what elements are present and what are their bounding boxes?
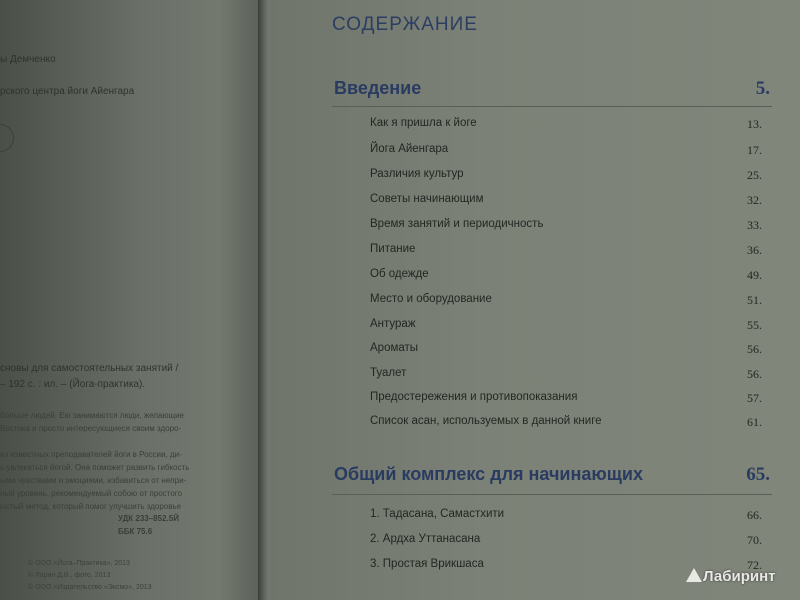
- entry-title: Ароматы: [370, 342, 419, 354]
- entry-title: Питание: [370, 243, 416, 255]
- entry-title: 2. Ардха Уттанасана: [370, 533, 481, 545]
- toc-entry: [370, 193, 762, 211]
- entry-title: Список асан, используемых в данной книге: [370, 415, 602, 427]
- body-line: ный уровень, рекомендуемый собою от простого: [0, 489, 182, 498]
- entry-title: Антураж: [370, 318, 416, 330]
- entry-page: 70.: [747, 533, 762, 547]
- toc-entry: [370, 218, 762, 236]
- body-line: ыми чувствами и эмоциями, избавиться от непри-: [0, 476, 187, 485]
- right-page: [270, 0, 800, 600]
- entry-page: 32.: [747, 193, 762, 207]
- entry-page: 25.: [747, 168, 762, 182]
- left-page: [0, 0, 258, 600]
- entry-title: Об одежде: [370, 268, 429, 280]
- bbk-code: ББК 75.6: [118, 527, 153, 536]
- body-line: ь увлекаться йогой. Она поможет развить гибкость: [0, 463, 190, 472]
- toc-section-general-complex: [334, 464, 770, 488]
- section-title: Введение: [334, 78, 422, 98]
- toc-title: СОДЕРЖАНИЕ: [332, 14, 478, 35]
- entry-title: Время занятий и периодичность: [370, 218, 544, 230]
- entry-page: 61.: [747, 415, 762, 429]
- entry-page: 56.: [747, 342, 762, 356]
- toc-entry: [370, 508, 762, 526]
- body-line: Востока и просто интересующиеся своим здоро-: [0, 424, 182, 433]
- section-page-number: 65.: [746, 464, 770, 485]
- toc-entry: [370, 415, 762, 433]
- description-line-1: сновы для самостоятельных занятий /: [0, 363, 179, 374]
- entry-title: Место и оборудование: [370, 293, 492, 305]
- entry-page: 17.: [747, 143, 762, 157]
- toc-entry: [370, 268, 762, 286]
- toc-entry: [370, 367, 762, 385]
- toc-section-introduction: [334, 78, 770, 102]
- entry-page: 51.: [747, 293, 762, 307]
- description-line-2: – 192 с. : ил. – (Йога-практика).: [0, 379, 146, 390]
- entry-title: Туалет: [370, 367, 407, 379]
- entry-page: 72.: [747, 558, 762, 572]
- toc-entry: [370, 533, 762, 551]
- entry-title: Различия культур: [370, 168, 464, 180]
- toc-entry: [370, 293, 762, 311]
- toc-entry: [370, 342, 762, 360]
- entry-title: Предостережения и противопоказания: [370, 391, 578, 403]
- body-line: ыстый метод, который помог улучшить здоровье: [0, 502, 182, 511]
- entry-page: 49.: [747, 268, 762, 282]
- toc-entry: [370, 143, 762, 161]
- watermark-logo: [686, 568, 776, 585]
- section-page-number: 5.: [755, 78, 770, 99]
- entry-title: Как я пришла к йоге: [370, 117, 477, 129]
- entry-page: 33.: [747, 218, 762, 232]
- entry-title: Советы начинающим: [370, 193, 484, 205]
- entry-page: 57.: [747, 391, 762, 405]
- author-fragment: ы Демченко: [0, 54, 56, 65]
- section-divider: [332, 106, 772, 107]
- entry-title: 3. Простая Врикшаса: [370, 558, 484, 570]
- toc-entry: [370, 318, 762, 336]
- center-fragment: рского центра йоги Айенгара: [0, 86, 135, 97]
- section-divider: [332, 494, 772, 495]
- entry-page: 55.: [747, 318, 762, 332]
- toc-entry: [370, 168, 762, 186]
- entry-title: 1. Тадасана, Самастхити: [370, 508, 505, 520]
- body-line: больше людей. Ею занимаются люди, желающие: [0, 411, 184, 420]
- entry-page: 13.: [747, 117, 762, 131]
- entry-page: 36.: [747, 243, 762, 257]
- entry-page: 66.: [747, 508, 762, 522]
- body-line: из известных преподавателей йоги в России, ди-: [0, 450, 182, 459]
- copyright-line: © ООО «Издательство «Эксмо», 2013: [28, 584, 152, 591]
- triangle-icon: [686, 568, 702, 582]
- watermark-text: Лабиринт: [703, 568, 776, 585]
- toc-entry: [370, 117, 762, 135]
- toc-entry: [370, 391, 762, 409]
- udk-code: УДК 233–852.5Й: [118, 514, 179, 523]
- toc-entry: [370, 243, 762, 261]
- copyright-line: © ООО «Йога–Практика», 2013: [28, 560, 130, 567]
- entry-page: 56.: [747, 367, 762, 381]
- section-title: Общий комплекс для начинающих: [334, 464, 643, 484]
- arc-graphic: [0, 124, 14, 152]
- copyright-line: © Ларин Д.В., фото, 2013: [28, 572, 111, 579]
- entry-title: Йога Айенгара: [370, 143, 449, 155]
